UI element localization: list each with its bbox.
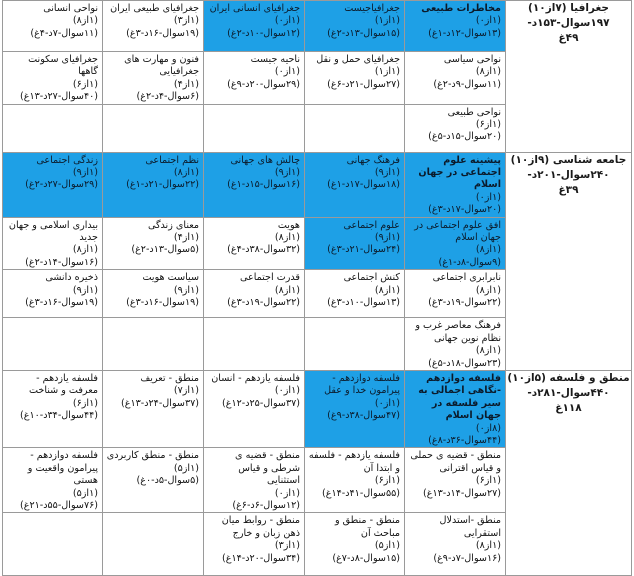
topic-card — [103, 218, 203, 257]
topic-title: فلسفه دوازدهم - پیرامون خدا و عقل — [324, 372, 400, 397]
topic-cell[interactable] — [405, 513, 506, 576]
topic-stat: (۱۱سوال-۷د-۴غ) — [30, 27, 98, 39]
topic-title: جغرافیای طبیعی ایران — [110, 3, 199, 14]
topic-stat: (۱۱سوال-۹د-۲غ) — [433, 78, 501, 90]
topic-stat: (۱۳سوال-۱۰د-۳غ) — [327, 297, 400, 309]
topic-card — [204, 52, 304, 91]
topic-stat: (۱۲سوال-۶د-۶غ) — [232, 499, 300, 511]
topic-stat: (۱از۹) — [374, 167, 400, 179]
section-row — [3, 1, 632, 52]
topic-card — [103, 270, 203, 309]
category-text: جامعه شناسی (۹از۱۰) — [510, 153, 627, 166]
topic-cell[interactable] — [3, 370, 103, 447]
topic-stat: (۱۲سوال-۱۰د-۲غ) — [227, 27, 300, 39]
topic-card — [405, 448, 505, 500]
topic-stat: (۱از۰) — [374, 397, 400, 409]
topic-stat: (۱از۱) — [374, 15, 400, 27]
topic-cell[interactable] — [204, 448, 305, 513]
topic-cell[interactable] — [204, 1, 305, 52]
category-label — [506, 152, 632, 370]
topic-cell[interactable] — [305, 52, 405, 105]
topic-cell[interactable] — [405, 217, 506, 270]
topic-title: جغرافیای انسانی ایران — [209, 3, 300, 14]
topic-stat: (۱از۶) — [475, 475, 501, 487]
topic-card — [3, 448, 102, 512]
topic-card — [305, 218, 404, 257]
topic-cell[interactable] — [204, 270, 305, 318]
topic-card — [3, 1, 102, 40]
empty-cell — [3, 318, 103, 371]
category-text: ۱۱۸غ — [555, 401, 582, 414]
topic-card — [204, 371, 304, 410]
category-text: ۱۹۷سوال-۱۵۳د- — [527, 17, 610, 29]
topic-cell[interactable] — [3, 52, 103, 105]
topic-title: نابرابری اجتماعی — [432, 272, 501, 284]
topic-title: چالش های جهانی — [230, 154, 300, 166]
topic-title: منطق - تعریف — [140, 372, 199, 384]
topic-title: فلسفه یازدهم - انسان — [211, 372, 300, 384]
topic-stat: (۱۶سوال-۱۴د-۲غ) — [25, 256, 98, 268]
topic-title: منطق - روابط میان ذهن زبان و خارج — [221, 515, 300, 539]
topic-card — [305, 52, 404, 91]
topic-stat: (۱از۸) — [475, 284, 501, 296]
topic-title: بیداری اسلامی و جهان جدید — [8, 219, 98, 244]
topic-cell[interactable] — [103, 152, 204, 217]
topic-cell[interactable] — [103, 217, 204, 270]
topic-card — [405, 318, 505, 370]
topic-stat: (۱از۸) — [173, 167, 199, 179]
topic-title: نواحی انسانی — [43, 3, 98, 14]
topic-stat: (۱از۰) — [274, 66, 300, 78]
topic-stat: (۲۲سوال-۱۹د-۳غ) — [227, 297, 300, 309]
topic-stat: (۷۶سوال-۵۵د-۲۱غ) — [20, 499, 98, 511]
topic-stat: (۱از۵) — [374, 540, 400, 552]
topic-card — [204, 153, 304, 192]
topic-stat: (۵سوال-۵د-۰غ) — [136, 475, 199, 487]
empty-cell — [204, 318, 305, 371]
topic-stat: (۱از۸) — [274, 284, 300, 296]
topic-title: فلسفه دوازدهم - پیرامون واقعیت و هستی — [27, 450, 98, 487]
topic-cell[interactable] — [405, 370, 506, 447]
empty-cell — [204, 104, 305, 152]
topic-card — [103, 1, 203, 40]
topic-title: فرهنگ معاصر غرب و نظام نوین جهانی — [415, 320, 501, 344]
topic-title: جغرافیای سکونت گاهها — [28, 54, 98, 78]
topic-stat: (۵۵سوال-۴۱د-۱۴غ) — [322, 487, 400, 499]
topic-cell[interactable] — [103, 370, 204, 447]
topic-stat: (۱از۰) — [475, 191, 501, 203]
topic-stat: (۱۳سوال-۱۲د-۱غ) — [428, 27, 501, 39]
topic-stat: (۲۷سوال-۱۴د-۱۳غ) — [423, 487, 501, 499]
topic-stat: (۵سوال-۱۳د-۲غ) — [131, 244, 199, 256]
topic-title: قدرت اجتماعی — [239, 272, 300, 284]
topic-title: فلسفه یازدهم - فلسفه و ابتدا آن — [308, 450, 400, 474]
topic-stat: (۳۷سوال-۲۴د-۱۳غ) — [121, 397, 199, 409]
topic-cell[interactable] — [204, 152, 305, 217]
topic-card — [3, 270, 102, 309]
topic-stat: (۱از۸) — [72, 15, 98, 27]
topic-table — [2, 0, 632, 576]
topic-title: سیاست هویت — [142, 272, 199, 284]
topic-card — [405, 371, 505, 447]
category-text: ۴۴۰سوال-۲۸۱د- — [527, 386, 610, 399]
topic-cell[interactable] — [204, 513, 305, 576]
topic-cell[interactable] — [305, 270, 405, 318]
topic-stat: (۱از۶) — [72, 78, 98, 90]
topic-stat: (۱از۰) — [475, 15, 501, 27]
topic-stat: (۲۲سوال-۱۹د-۳غ) — [428, 297, 501, 309]
category-text: منطق و فلسفه (۵از۱۰) — [507, 371, 630, 384]
topic-title: علوم اجتماعی — [343, 219, 400, 231]
topic-stat: (۱۵سوال-۸د-۷غ) — [332, 552, 400, 564]
topic-card — [405, 218, 505, 270]
topic-title: ذخیره دانشی — [45, 272, 98, 284]
topic-stat: (۸از۰) — [475, 422, 501, 434]
topic-stat: (۱از۸) — [72, 244, 98, 256]
topic-stat: (۱۸سوال-۱۷د-۱غ) — [327, 179, 400, 191]
topic-card — [405, 105, 505, 144]
topic-stat: (۱۶سوال-۱۵د-۱غ) — [227, 179, 300, 191]
topic-cell[interactable] — [103, 52, 204, 105]
topic-card — [3, 218, 102, 270]
empty-cell — [305, 318, 405, 371]
topic-cell[interactable] — [3, 270, 103, 318]
topic-stat: (۱از۹) — [173, 284, 199, 296]
topic-card — [305, 153, 404, 192]
topic-stat: (۱۵سوال-۱۳د-۲غ) — [327, 27, 400, 39]
topic-stat: (۲۰سوال-۱۵د-۵غ) — [428, 131, 501, 143]
topic-title: فلسفه دوازدهم -نگاهی اجمالی به سیر فلسفه در جهان اسلام — [418, 372, 501, 422]
topic-stat: (۱از۸) — [274, 232, 300, 244]
empty-cell — [305, 104, 405, 152]
topic-cell[interactable] — [204, 52, 305, 105]
topic-title: نواحی سیاسی — [443, 54, 501, 65]
topic-stat: (۱از۸) — [374, 284, 400, 296]
topic-title: فنون و مهارت های جغرافیایی — [124, 54, 199, 78]
topic-stat: (۲۳سوال-۱۸د-۵غ) — [428, 357, 501, 369]
topic-stat: (۱از۱) — [374, 66, 400, 78]
topic-title: نظم اجتماعی — [145, 154, 199, 166]
topic-stat: (۴۴سوال-۳۶د-۸غ) — [428, 434, 501, 446]
topic-card — [204, 270, 304, 309]
topic-card — [103, 153, 203, 192]
topic-cell[interactable] — [103, 270, 204, 318]
topic-stat: (۱از۶) — [374, 475, 400, 487]
topic-stat: (۱از۳) — [274, 540, 300, 552]
topic-cell[interactable] — [103, 1, 204, 52]
category-text: جغرافیا (۷از۱۰) — [528, 2, 609, 14]
topic-card — [405, 153, 505, 217]
topic-card — [405, 52, 505, 91]
topic-cell[interactable] — [405, 448, 506, 513]
topic-stat: (۳۷سوال-۲۵د-۱۲غ) — [222, 397, 300, 409]
topic-stat: (۲۰سوال-۱۷د-۳غ) — [428, 204, 501, 216]
topic-cell[interactable] — [405, 270, 506, 318]
topic-title: فرهنگ جهانی — [346, 154, 400, 166]
topic-title: منطق -استدلال استقرایی — [439, 515, 501, 539]
topic-card — [3, 153, 102, 192]
empty-cell — [103, 513, 204, 576]
topic-stat: (۱از۸) — [475, 244, 501, 256]
topic-cell[interactable] — [405, 104, 506, 152]
topic-cell[interactable] — [204, 217, 305, 270]
topic-stat: (۲۷سوال-۲۱د-۶غ) — [327, 78, 400, 90]
topic-title: منطق - قضیه ی شرطی و قیاس استثنایی — [235, 450, 300, 487]
topic-cell[interactable] — [405, 52, 506, 105]
topic-title: ناحیه جیست — [250, 54, 300, 65]
topic-stat: (۱از۶) — [72, 397, 98, 409]
section-row — [3, 152, 632, 217]
topic-card — [405, 270, 505, 309]
topic-stat: (۱۹سوال-۱۶د-۳غ) — [25, 297, 98, 309]
topic-cell[interactable] — [305, 152, 405, 217]
topic-stat: (۹سوال-۸د-۱غ) — [438, 256, 501, 268]
topic-stat: (۱از۴) — [173, 78, 199, 90]
topic-title: فلسفه یازدهم - معرفت و شناخت — [28, 372, 98, 397]
topic-stat: (۱از۵) — [72, 487, 98, 499]
topic-stat: (۴۴سوال-۳۴د-۱۰غ) — [20, 410, 98, 422]
topic-stat: (۱از۰) — [274, 385, 300, 397]
topic-cell[interactable] — [3, 217, 103, 270]
topic-stat: (۱از۹) — [274, 167, 300, 179]
topic-title: نواحی طبیعی — [447, 106, 501, 118]
topic-title: منطق - منطق کاربردی — [106, 450, 199, 462]
topic-card — [305, 513, 404, 565]
section-row — [3, 370, 632, 447]
topic-stat: (۱از۹) — [374, 232, 400, 244]
empty-cell — [103, 104, 204, 152]
topic-stat: (۱۹سوال-۱۶د-۳غ) — [126, 297, 199, 309]
category-text: ۳۹غ — [558, 183, 579, 196]
topic-card — [103, 52, 203, 104]
topic-title: معنای زندگی — [147, 219, 199, 231]
topic-stat: (۱از۵) — [173, 462, 199, 474]
empty-cell — [3, 104, 103, 152]
topic-stat: (۶سوال-۴د-۲غ) — [136, 91, 199, 103]
topic-title: جغرافیای حمل و نقل — [316, 54, 400, 65]
topic-cell[interactable] — [405, 318, 506, 371]
topic-stat: (۱از۹) — [72, 167, 98, 179]
topic-stat: (۳۴سوال-۲۰د-۱۴غ) — [222, 552, 300, 564]
topic-card — [305, 1, 404, 40]
topic-card — [3, 52, 102, 104]
topic-cell[interactable] — [305, 448, 405, 513]
category-text: ۴۹غ — [558, 32, 579, 44]
topic-stat: (۱از۷) — [173, 385, 199, 397]
topic-card — [405, 513, 505, 565]
topic-cell[interactable] — [3, 152, 103, 217]
topic-title: پیشینه علوم اجتماعی در جهان اسلام — [418, 154, 501, 191]
topic-title: منطق - منطق و مباحث آن — [334, 515, 400, 539]
topic-card — [204, 218, 304, 257]
topic-stat: (۱از۹) — [72, 284, 98, 296]
topic-card — [405, 1, 505, 40]
topic-stat: (۱از۴) — [173, 232, 199, 244]
empty-cell — [3, 513, 103, 576]
topic-cell[interactable] — [305, 217, 405, 270]
topic-card — [3, 371, 102, 423]
topic-stat: (۱۶سوال-۷د-۹غ) — [433, 552, 501, 564]
topic-stat: (۱از۶) — [475, 119, 501, 131]
topic-cell[interactable] — [305, 1, 405, 52]
topic-cell[interactable] — [305, 513, 405, 576]
topic-card — [103, 371, 203, 410]
category-text: ۲۴۰سوال-۲۰۱د- — [527, 168, 610, 181]
topic-stat: (۱۹سوال-۱۶د-۳غ) — [126, 27, 199, 39]
topic-cell[interactable] — [405, 1, 506, 52]
topic-title: مخاطرات طبیعی — [421, 3, 501, 14]
topic-stat: (۲۲سوال-۲۱د-۱غ) — [126, 179, 199, 191]
topic-stat: (۱از۰) — [274, 487, 300, 499]
topic-cell[interactable] — [103, 448, 204, 513]
topic-stat: (۴۷سوال-۳۸د-۹غ) — [327, 410, 400, 422]
topic-title: زندگی اجتماعی — [36, 154, 98, 166]
topic-cell[interactable] — [204, 370, 305, 447]
topic-cell[interactable] — [3, 448, 103, 513]
topic-title: منطق - قضیه ی حملی و قیاس اقترانی — [410, 450, 501, 474]
topic-card — [204, 1, 304, 40]
topic-stat: (۳۲سوال-۳۸د-۴غ) — [227, 244, 300, 256]
topic-cell[interactable] — [3, 1, 103, 52]
topic-card — [204, 513, 304, 565]
topic-card — [103, 448, 203, 487]
topic-cell[interactable] — [305, 370, 405, 447]
empty-cell — [103, 318, 204, 371]
topic-stat: (۱از۸) — [475, 345, 501, 357]
topic-card — [305, 448, 404, 500]
category-label — [506, 1, 632, 153]
topic-title: افق علوم اجتماعی در جهان اسلام — [414, 219, 501, 244]
topic-stat: (۱از۳) — [173, 15, 199, 27]
topic-title: جغرافیاجیست — [344, 3, 400, 14]
topic-card — [305, 270, 404, 309]
category-label — [506, 370, 632, 575]
topic-stat: (۲۴سوال-۲۱د-۳غ) — [327, 244, 400, 256]
topic-stat: (۱از۸) — [475, 540, 501, 552]
topic-card — [305, 371, 404, 423]
topic-title: هویت — [277, 219, 300, 231]
topic-cell[interactable] — [405, 152, 506, 217]
topic-stat: (۱از۸) — [475, 66, 501, 78]
topic-stat: (۲۹سوال-۲۷د-۲غ) — [25, 179, 98, 191]
topic-stat: (۲۹سوال-۲۰د-۹غ) — [227, 78, 300, 90]
topic-title: کنش اجتماعی — [343, 272, 400, 284]
topic-stat: (۱از۰) — [274, 15, 300, 27]
topic-card — [204, 448, 304, 512]
topic-stat: (۴۰سوال-۲۷د-۱۳غ) — [20, 91, 98, 103]
